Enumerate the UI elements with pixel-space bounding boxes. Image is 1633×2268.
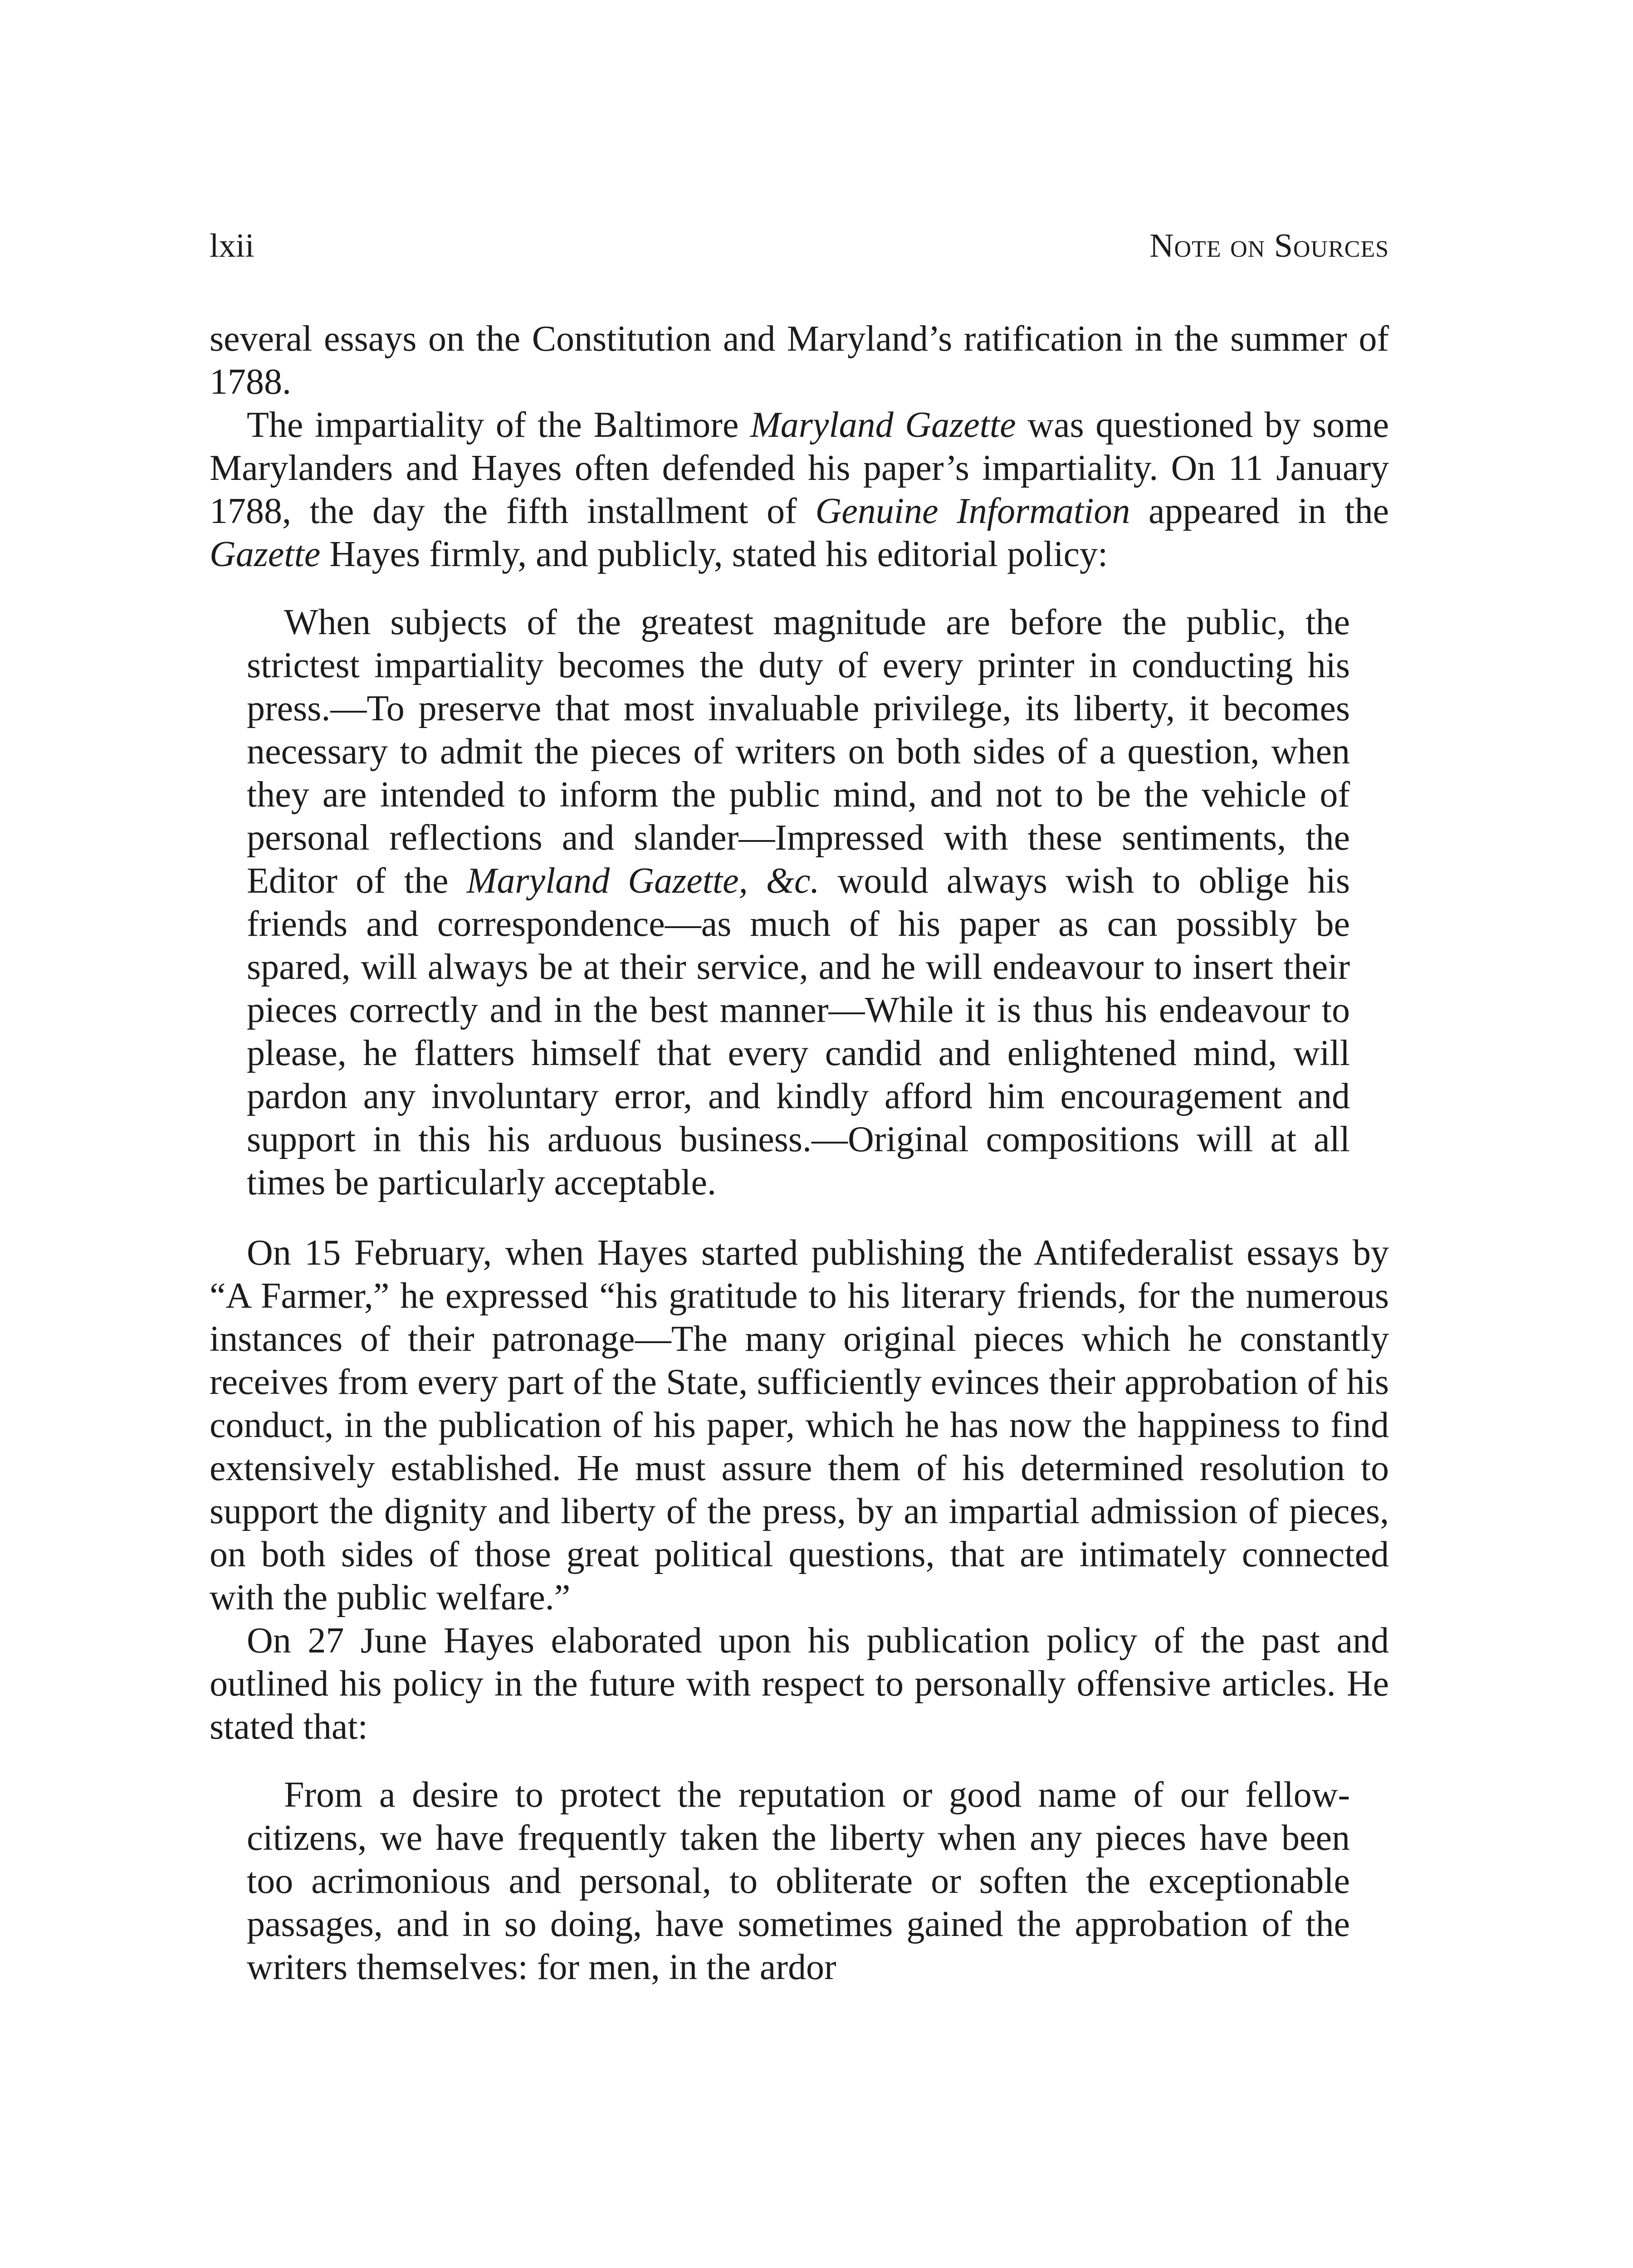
page bbox=[210, 227, 1389, 2016]
paragraph-1: several essays on the Constitution and Maryland’s ratification in the summer of 1788. bbox=[210, 319, 1389, 402]
body-text bbox=[210, 318, 1389, 576]
paragraph-2-text-b: was questioned by some Marylanders and Hayes often defended his paper’s impartiality. On 11 January 1788, the day the fifth installment of bbox=[210, 405, 1389, 531]
body-text-continued bbox=[210, 1232, 1389, 1749]
paragraph-2 bbox=[210, 404, 1389, 576]
quote-1-text-b: would always wish to oblige his friends and correspondence—as much of his paper as can possibly be spared, will always be at their service, and he will endeavour to insert their pieces correctly and in the best manner—While it is thus his endeavour to please, he flatters himself that every candid and enlightened mind, will pardon any involuntary error, and kindly afford him encouragement and support in this his arduous business.—Original compositions will at all times be particularly acceptable. bbox=[247, 861, 1350, 1202]
quote-2-paragraph: From a desire to protect the reputation or good name of our fellow-citizens, we have frequently taken the liberty when any pieces have been too acrimonious and personal, to obliterate or soften the exceptionable passages, and in so doing, have sometimes gained the approbation of the writers themselves: for men, in the ardor bbox=[247, 1775, 1350, 1987]
paragraph-2-text-a: The impartiality of the Baltimore bbox=[247, 405, 751, 445]
block-quote-1 bbox=[247, 601, 1350, 1204]
block-quote-2 bbox=[247, 1774, 1350, 1989]
page-number: lxii bbox=[210, 227, 254, 264]
quote-1-paragraph bbox=[247, 601, 1350, 1204]
quote-1-text-a: When subjects of the greatest magnitude are before the public, the strictest impartiality becomes the duty of every printer in conducting his press.—To preserve that most invaluable privilege, its liberty, it becomes necessary to admit the pieces of writers on both sides of a question, when they are intended to inform the public mind, and not to be the vehicle of personal reflections and slander—Impressed with these sentiments, the Editor of the bbox=[247, 602, 1350, 901]
running-title: Note on Sources bbox=[1149, 227, 1389, 264]
paragraph-2-text-d: Hayes firmly, and publicly, stated his editorial policy: bbox=[320, 534, 1108, 574]
newspaper-title: Maryland Gazette bbox=[750, 405, 1016, 445]
paragraph-2-text-c: appeared in the bbox=[1130, 491, 1389, 531]
quote-1-newspaper-title: Maryland Gazette, &c. bbox=[466, 861, 820, 901]
essay-title: Genuine Information bbox=[815, 491, 1130, 531]
paragraph-3: On 15 February, when Hayes started publishing the Antifederalist essays by “A Farmer,” he expressed “his gratitude to his literary friends, for the numerous instances of their patronage—The many original pieces which he constantly receives from every part of the State, sufficiently evinces their approbation of his conduct, in the publication of his paper, which he has now the happiness to find extensively established. He must assure them of his determined resolution to support the dignity and liberty of the press, by an impartial admission of pieces, on both sides of those great political questions, that are intimately connected with the public welfare.” bbox=[210, 1233, 1389, 1618]
paragraph-4: On 27 June Hayes elaborated upon his publication policy of the past and outlined his policy in the future with respect to personally offensive articles. He stated that: bbox=[210, 1621, 1389, 1747]
page-header bbox=[210, 227, 1389, 281]
gazette-title: Gazette bbox=[210, 534, 321, 574]
